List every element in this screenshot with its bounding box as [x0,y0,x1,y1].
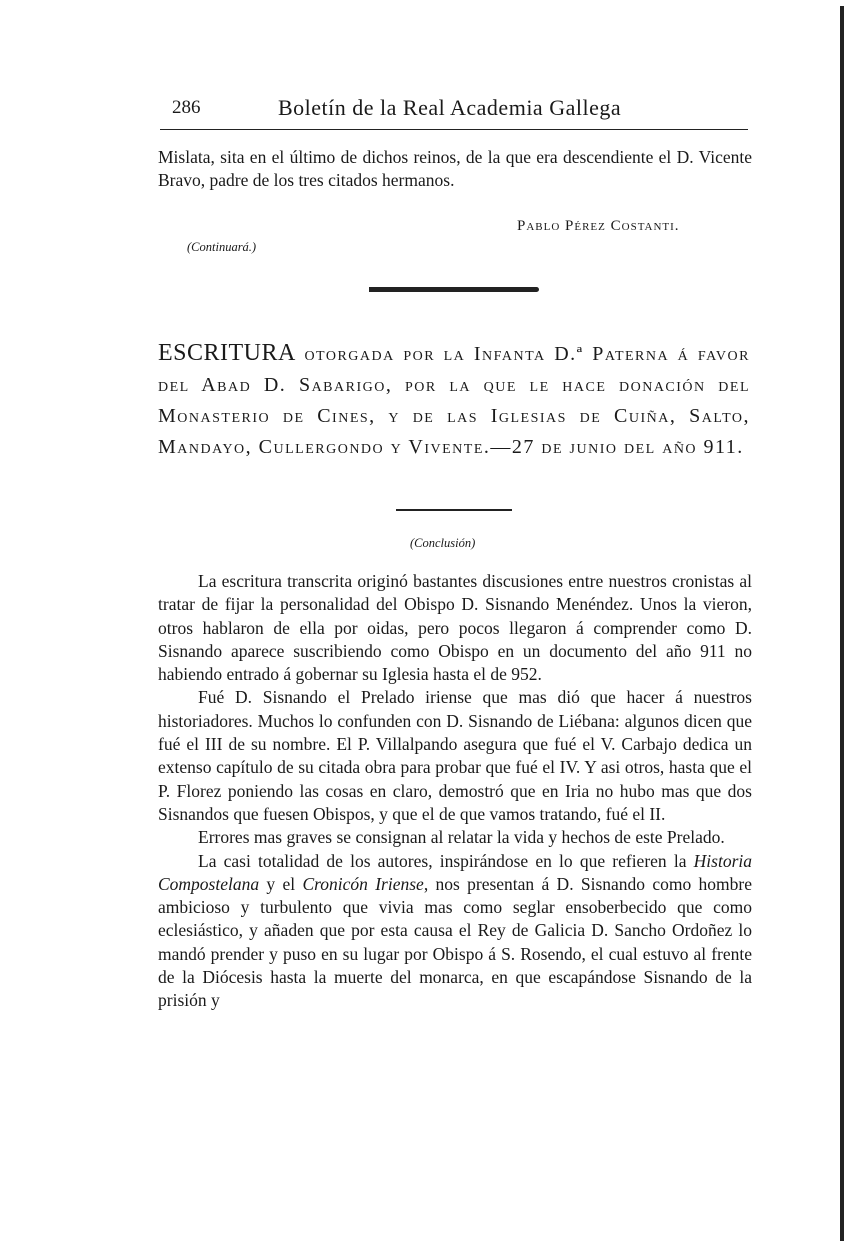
page-number: 286 [172,97,201,118]
intro-paragraph: Mislata, sita en el último de dichos reinos, de la que era descendiente el D. Vicente Bravo, padre de los tres citados hermanos. [158,147,752,191]
intro-text [158,146,752,193]
running-header [160,95,748,130]
italic-title: Cronicón Iriense [302,873,424,894]
continuation-note: (Continuará.) [187,240,257,254]
heading-underline [396,509,512,511]
body-text [158,570,752,1013]
body-paragraph: La escritura transcrita originó bastantes discusiones entre nuestros cronistas al tratar de fijar la personalidad del Obispo D. Sisnando Menéndez. Unos la vieron, otros hablaron de ella por oidas, pero pocos llegaron á comprender como D. Sisnando aparece suscribiendo como Obispo en un documento del año 911 no habiendo entrado á gobernar su Iglesia hasta el de 952. [158,571,752,685]
author-signature: Pablo Pérez Costanti. [517,218,680,234]
text-run: y el [259,873,303,894]
body-paragraph: Fué D. Sisnando el Prelado iriense que mas dió que hacer á nuestros historiadores. Muchos lo confunden con D. Sisnando de Liébana: algunos dicen que fué el III de su nombre. El P. Villalpando asegura que fué el V. Carbajo dedica un extenso capítulo de su citada obra para probar que fué el IV. Y asi otros, hasta que el P. Florez poniendo las cosas en claro, demostró que en Iria no hubo mas que dos Sisnandos que fuesen Obispos, y que el de que vamos tratando, fué el II. [158,687,752,824]
heading-first-word: ESCRITURA [158,340,296,366]
section-heading [158,338,750,463]
italic-title: Historia Compostelana [158,850,752,894]
text-run: La casi totalidad de los autores, inspirándose en lo que refieren la [198,850,694,871]
conclusion-label: (Conclusión) [410,536,476,550]
page-edge-bar [840,6,844,1241]
section-divider [369,287,539,292]
journal-title: Boletín de la Real Academia Gallega [278,95,622,120]
text-run: , nos presentan á D. Sisnando como hombre ambicioso y turbulento que vivia mas como seglar ensoberbecido que como eclesiástico, y añaden que por esta causa el Rey de Galicia D. Sancho Ordoñez lo mandó prender y puso en su lugar por Obispo á S. Rosendo, el cual estuvo al frente de la Diócesis hasta la muerte del monarca, en que escapándose Sisnando de la prisión y [158,873,752,1011]
body-paragraph: Errores mas graves se consignan al relatar la vida y hechos de este Prelado. [198,827,725,848]
body-paragraph-last [158,850,752,1013]
heading-rest: otorgada por la Infanta D.ª Paterna á favor del Abad D. Sabarigo, por la que le hace donación del Monasterio de Cines, y de las Iglesias de Cuiña, Salto, Mandayo, Cullergondo y Vivente.—27 de junio del año 911. [158,343,750,458]
